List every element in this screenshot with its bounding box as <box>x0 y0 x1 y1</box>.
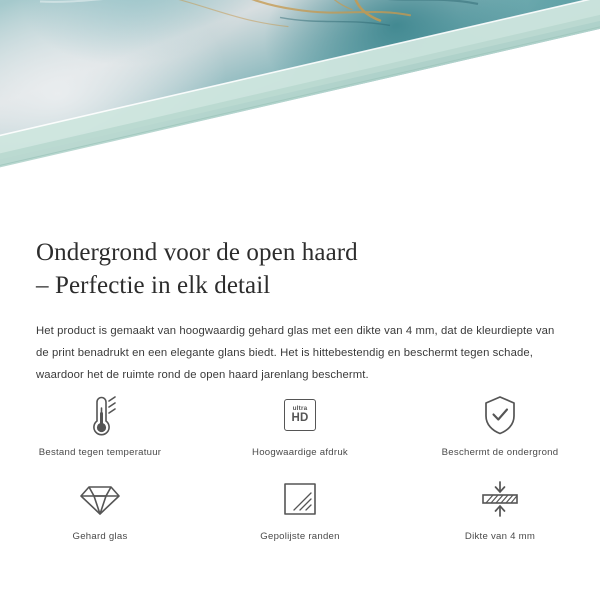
shield-check-icon <box>480 392 520 438</box>
headline-line-2: – Perfectie in elk detail <box>36 272 271 299</box>
hero-image <box>0 0 600 218</box>
feature-label: Gehard glas <box>72 531 128 542</box>
text-content <box>0 218 600 386</box>
thermometer-icon <box>80 392 120 438</box>
ultra-hd-icon <box>284 392 316 438</box>
ultra-hd-badge-bottom: HD <box>291 411 309 424</box>
sparkle-icon <box>510 160 570 210</box>
feature-temperature <box>0 392 200 458</box>
feature-thickness <box>400 476 600 542</box>
headline-line-1: Ondergrond voor de open haard <box>36 239 358 266</box>
diamond-icon <box>78 476 122 522</box>
feature-label: Bestand tegen temperatuur <box>38 447 162 458</box>
feature-label: Dikte van 4 mm <box>464 531 536 542</box>
feature-polished-edges <box>200 476 400 542</box>
feature-label: Gepolijste randen <box>260 531 340 542</box>
polished-edges-icon <box>281 476 319 522</box>
feature-surface-protection <box>400 392 600 458</box>
marble-veins-overlay <box>0 0 600 218</box>
ultra-hd-badge-top: ultra <box>292 404 308 412</box>
feature-tempered-glass <box>0 476 200 542</box>
page-title <box>36 236 564 302</box>
feature-print-quality <box>200 392 400 458</box>
thickness-4mm-icon <box>477 476 523 522</box>
feature-grid <box>0 392 600 542</box>
feature-label: Beschermt de ondergrond <box>441 447 559 458</box>
feature-label: Hoogwaardige afdruk <box>252 447 348 458</box>
description-paragraph: Het product is gemaakt van hoogwaardig gehard glas met een dikte van 4 mm, dat de kleurdiepte van de print benadrukt en een elegante glans biedt. Het is hittebestendig en beschermt tegen schade, waardoor het de ruimte rond de open haard jarenlang beschermt. <box>36 325 555 382</box>
